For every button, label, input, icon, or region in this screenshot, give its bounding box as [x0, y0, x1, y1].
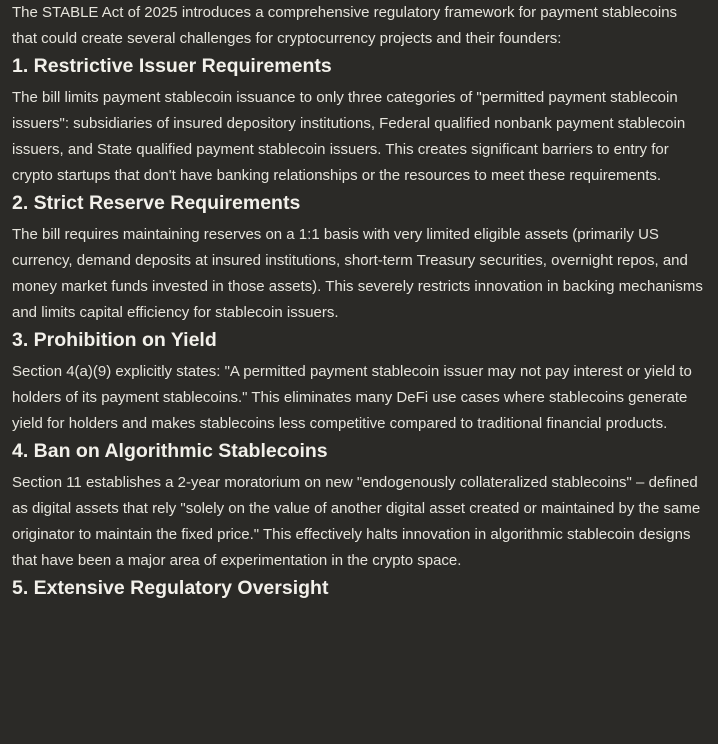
section-heading-issuer-requirements: 1. Restrictive Issuer Requirements: [12, 55, 332, 77]
section-heading-algorithmic-ban: 4. Ban on Algorithmic Stablecoins: [12, 440, 328, 462]
section-heading-reserve-requirements: 2. Strict Reserve Requirements: [12, 192, 301, 214]
section-body-yield-prohibition: Section 4(a)(9) explicitly states: "A permitted payment stablecoin issuer may not pay interest or yield to holders of its payment stablecoins." This eliminates many DeFi use cases where stablecoins generate yield for holders and makes stablecoins less competitive compared to traditional financial products.: [12, 363, 692, 432]
intro-paragraph: The STABLE Act of 2025 introduces a comprehensive regulatory framework for payment stablecoins that could create several challenges for cryptocurrency projects and their founders:: [12, 4, 678, 47]
section-heading-yield-prohibition: 3. Prohibition on Yield: [12, 329, 217, 351]
section-heading-regulatory-oversight: 5. Extensive Regulatory Oversight: [12, 577, 329, 599]
section-body-algorithmic-ban: Section 11 establishes a 2-year moratorium on new "endogenously collateralized stablecoins" – defined as digital assets that rely "solely on the value of another digital asset created or maintained by the same originator to maintain the fixed price." This effectively halts innovation in algorithmic stablecoin designs that have been a major area of experimentation in the crypto space.: [12, 474, 701, 569]
section-body-reserve-requirements: The bill requires maintaining reserves on a 1:1 basis with very limited eligible assets (primarily US currency, demand deposits at insured institutions, short-term Treasury securities, overnight repos, and money market funds invested in those assets). This severely restricts innovation in backing mechanisms and limits capital efficiency for stablecoin issuers.: [12, 226, 703, 321]
section-body-issuer-requirements: The bill limits payment stablecoin issuance to only three categories of "permitted payment stablecoin issuers": subsidiaries of insured depository institutions, Federal qualified nonbank payment stablecoin issuers, and State qualified payment stablecoin issuers. This creates significant barriers to entry for crypto startups that don't have banking relationships or the resources to meet these requirements.: [12, 89, 686, 184]
